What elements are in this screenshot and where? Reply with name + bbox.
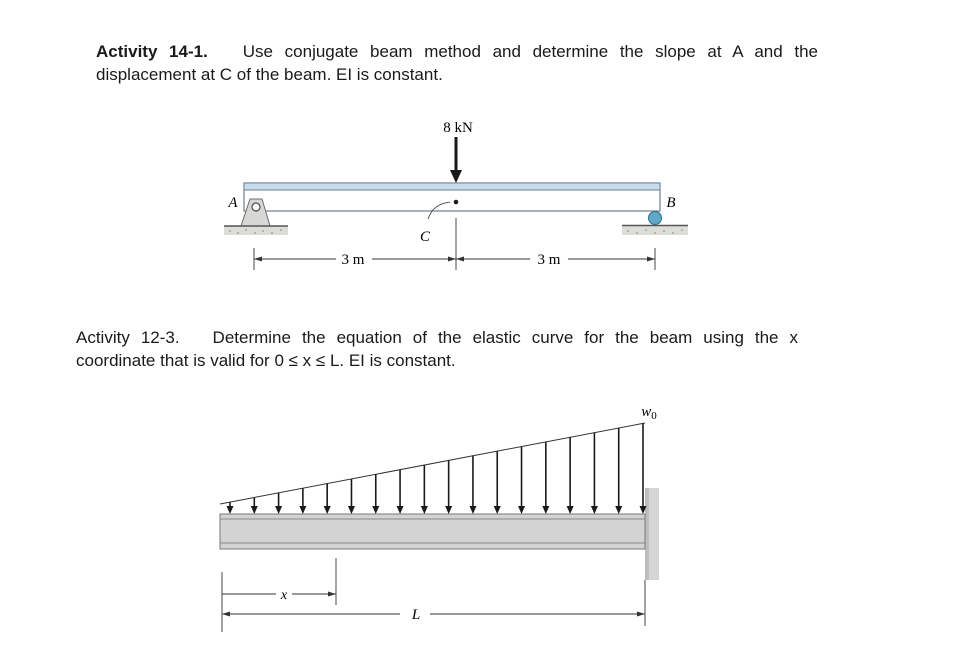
load-arrow-head (275, 506, 282, 514)
load-arrow-head (542, 506, 549, 514)
load-arrow-head (445, 506, 452, 514)
load-arrow-head (591, 506, 598, 514)
dimension-left-label: 3 m (341, 252, 365, 268)
load-arrow-head (372, 506, 379, 514)
w0-label: $w_0$ (641, 404, 657, 422)
load-label: 8 kN (443, 120, 473, 136)
activity-12-3-heading: Activity 12-3. (76, 328, 180, 347)
activity-12-3-text-line1: Determine the equation of the elastic curve for the beam using the x (212, 328, 799, 347)
activity-14-1-heading: Activity 14-1. (96, 42, 208, 61)
load-arrow-head (518, 506, 525, 514)
load-envelope-line (220, 423, 645, 504)
x-label: x (280, 588, 288, 603)
dimension-right-label: 3 m (537, 252, 561, 268)
load-arrow-head (421, 506, 428, 514)
activity-14-1-text-line1: Use conjugate beam method and determine the slope at A and the (242, 42, 819, 61)
load-arrow-head (567, 506, 574, 514)
load-arrow-head (324, 506, 331, 514)
load-arrow-head (494, 506, 501, 514)
length-label: L (411, 607, 421, 623)
point-c-label: C (419, 229, 431, 245)
load-arrow-head (397, 506, 404, 514)
activity-12-3-text-line2: coordinate that is valid for 0 ≤ x ≤ L. EI is constant. (76, 351, 456, 370)
support-a-label: A (228, 195, 238, 211)
load-arrow-head (299, 506, 306, 514)
distributed-load-arrows (227, 423, 647, 514)
activity-14-1-text-line2: displacement at C of the beam. EI is constant. (96, 65, 443, 84)
load-arrow-head (469, 506, 476, 514)
load-arrow-head (348, 506, 355, 514)
support-b-label: B (666, 195, 676, 211)
load-arrow-head (227, 506, 234, 514)
load-arrow-head (615, 506, 622, 514)
load-arrow-head (251, 506, 258, 514)
